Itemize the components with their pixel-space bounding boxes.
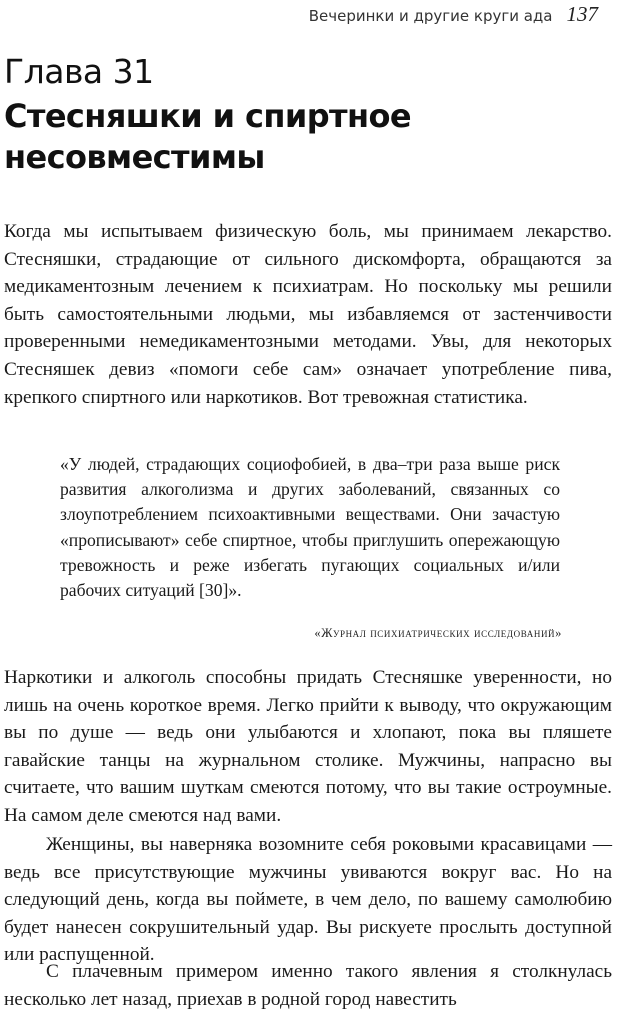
running-header <box>309 2 598 27</box>
page-number: 137 <box>566 2 598 26</box>
body-paragraph: С плачевным примером именно такого явления я столкнулась несколько лет назад, приехав в родной город навестить <box>4 961 612 1010</box>
quote-source: «Журнал психиатрических исследований» <box>314 626 562 640</box>
body-paragraph: Когда мы испытываем физическую боль, мы принимаем лекарство. Стесняшки, страдающие от сильного дискомфорта, обращаются за медикаментозным лечением к психиатрам. Но поскольку мы решили быть самостоятельными людьми, мы избавляемся от застенчивости проверенными немедикаментозными методами. Увы, для некоторых Стесняшек девиз «помоги себе сам» означает употребление пива, крепкого спиртного или наркотиков. Вот тревожная статистика. <box>4 221 612 408</box>
body-paragraph: Наркотики и алкоголь способны придать Стесняшке уверенности, но лишь на очень короткое время. Легко прийти к выводу, что окружающим вы по душе — ведь они улыбаются и хлопают, пока вы пляшете гавайские танцы на журнальном столике. Мужчины, напрасно вы считаете, что вашим шуткам смеются потому, что вы такие остроумные. На самом деле смеются над вами. <box>4 667 612 826</box>
chapter-label: Глава 31 <box>4 52 154 91</box>
chapter-title: Стесняшки и спиртное несовместимы <box>4 97 411 176</box>
running-title: Вечеринки и другие круги ада <box>308 7 553 25</box>
body-paragraph: Женщины, вы наверняка возомните себя роковыми красавицами — ведь все присутствующие мужчины увиваются вокруг вас. Но на следующий день, когда вы поймете, в чем дело, по вашему самолюбию будет нанесен сокрушительный удар. Вы рискуете прослыть доступной или распущенной. <box>4 834 612 966</box>
block-quote: «У людей, страдающих социофобией, в два–три раза выше риск развития алкоголизма и других заболеваний, связанных со злоупотреблением психоактивными веществами. Они зачастую «прописывают» себе спиртное, чтобы приглушить опережающую тревожность и реже избегать пугающих социальных и/или рабочих ситуаций [30]». <box>60 454 560 601</box>
